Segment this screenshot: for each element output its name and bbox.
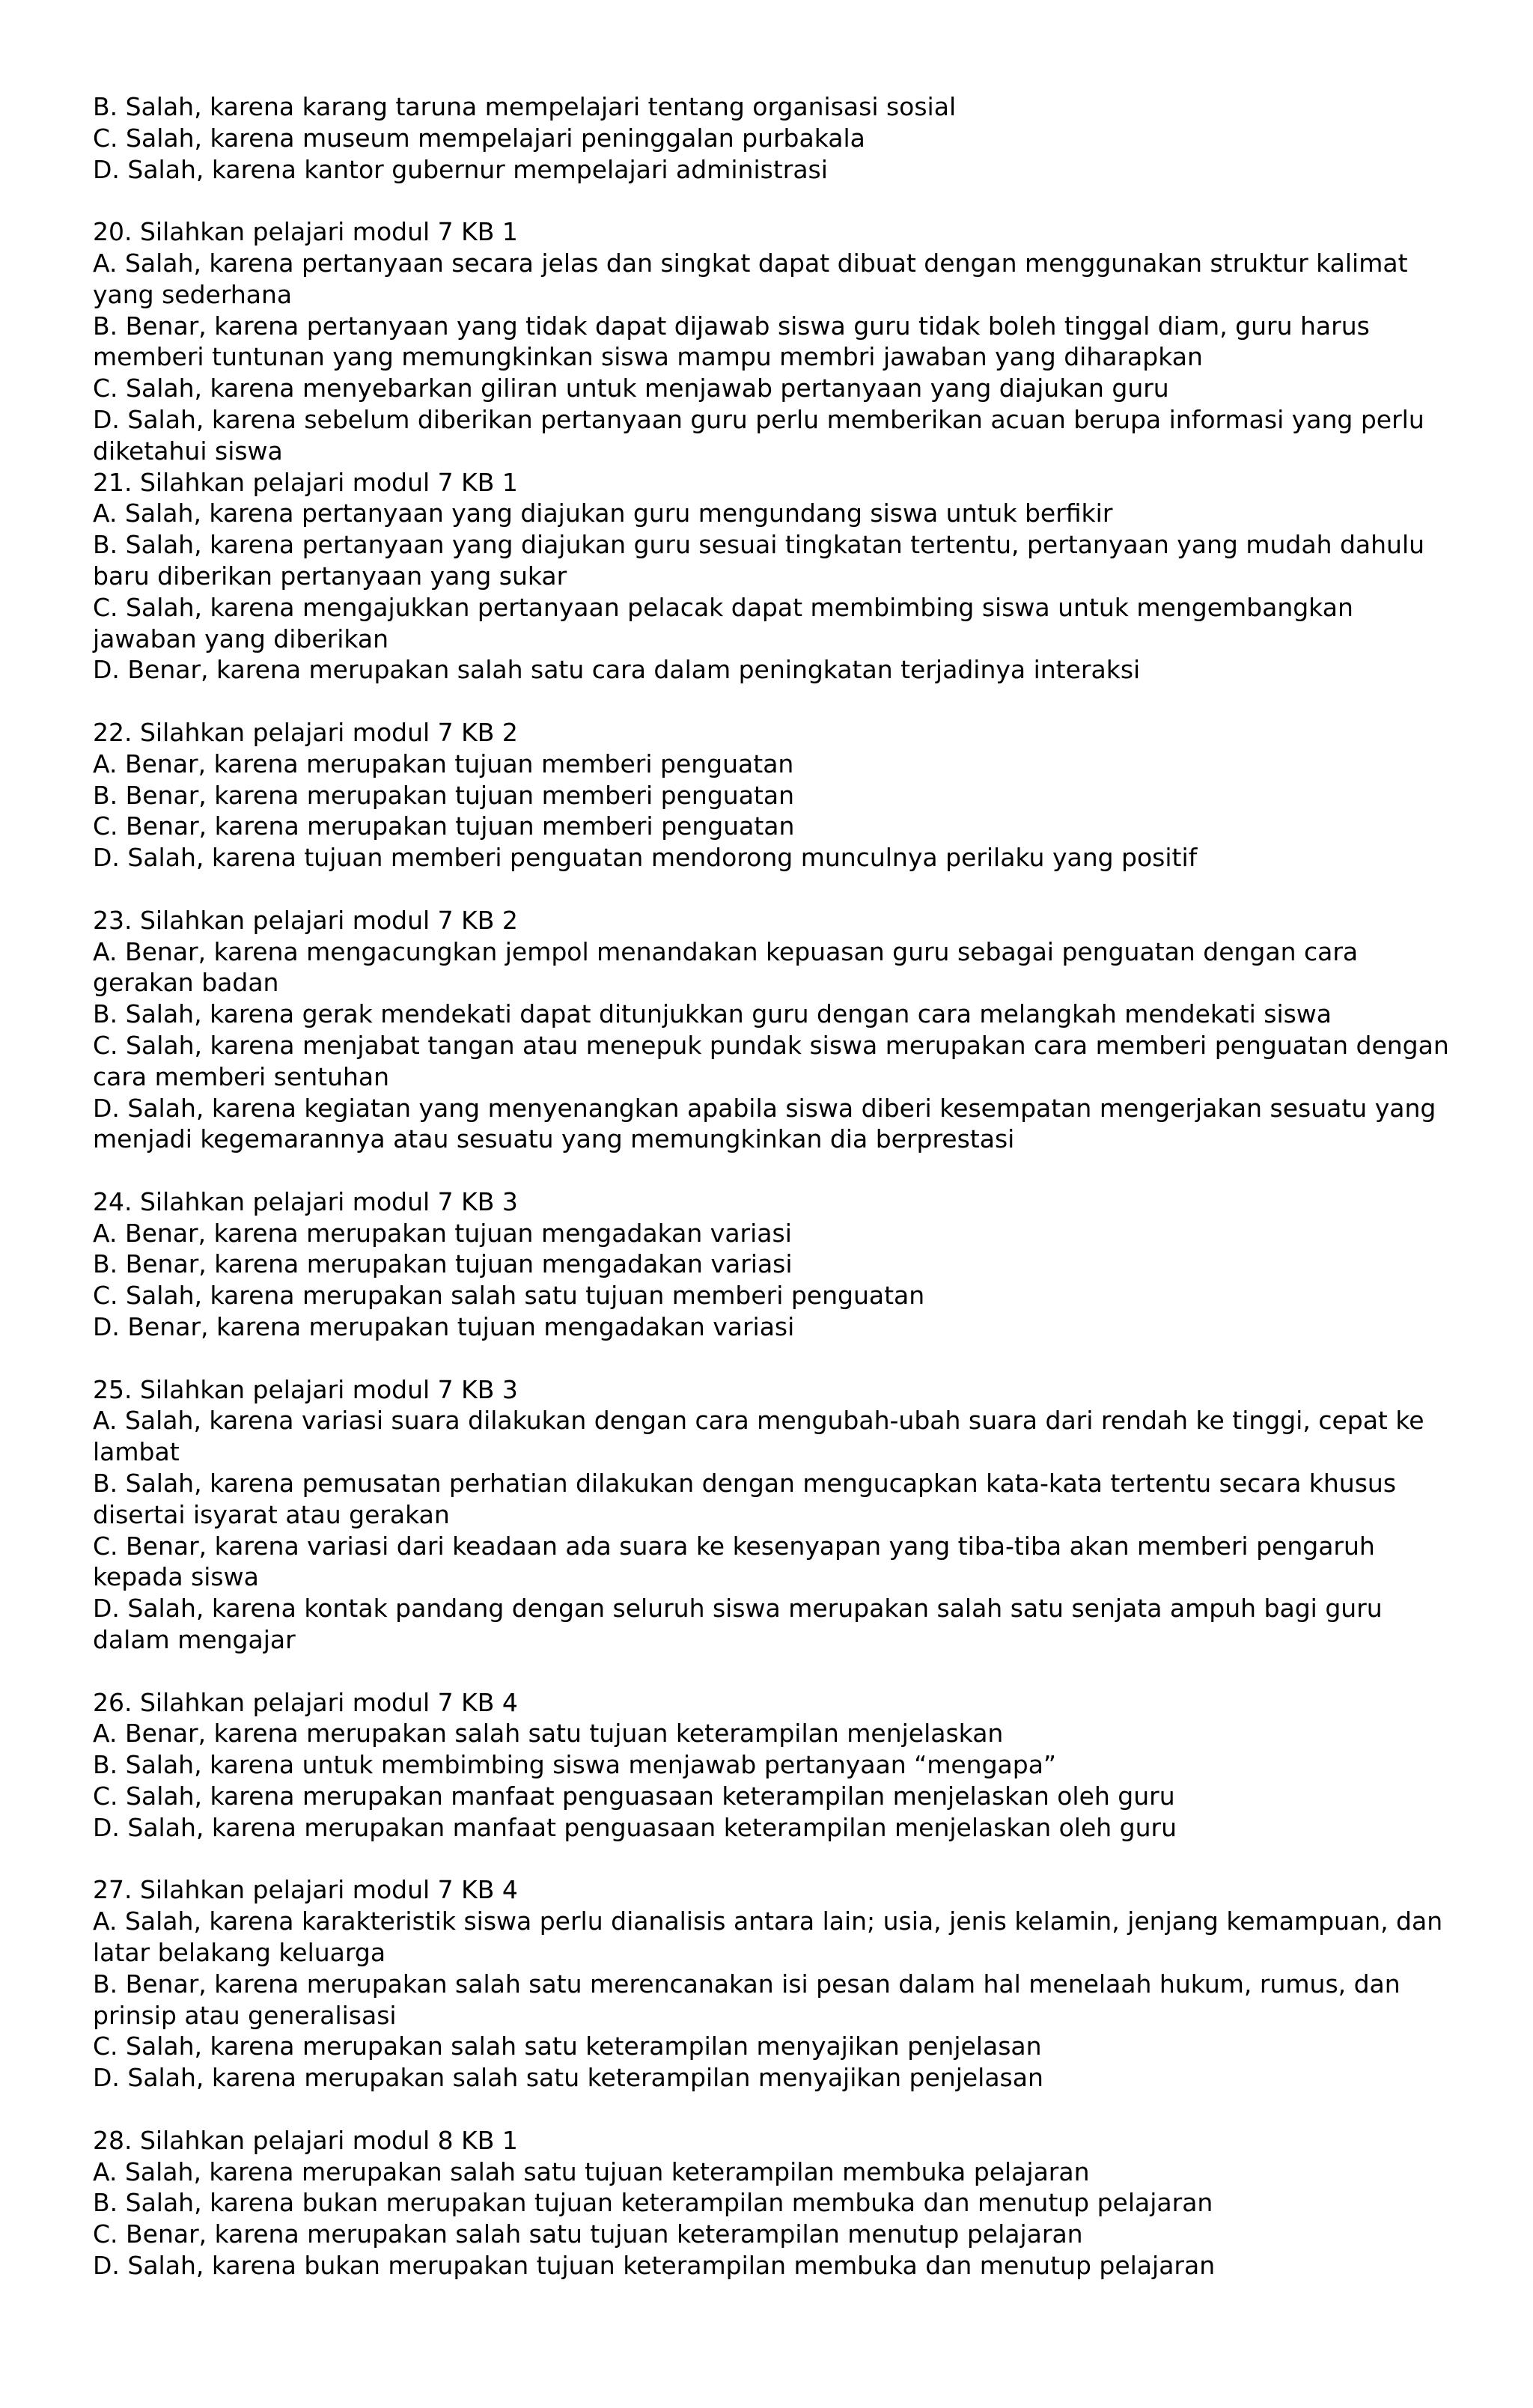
answer-block-q26	[93, 1687, 1455, 1844]
question-heading: 24. Silahkan pelajari modul 7 KB 3	[93, 1186, 518, 1216]
answer-line: B. Benar, karena merupakan salah satu merencanakan isi pesan dalam hal menelaah hukum, rumus, dan prinsip atau generalisasi	[93, 1969, 1401, 2030]
answer-line: B. Salah, karena pertanyaan yang diajukan guru sesuai tingkatan tertentu, pertanyaan yang mudah dahulu baru diberikan pertanyaan yang sukar	[93, 530, 1425, 591]
answer-line: C. Salah, karena museum mempelajari peninggalan purbakala	[93, 123, 865, 153]
answer-line: B. Salah, karena untuk membimbing siswa menjawab pertanyaan “mengapa”	[93, 1750, 1057, 1780]
answer-block-q28	[93, 2125, 1455, 2281]
answer-block-q19-tail	[93, 91, 1455, 185]
answer-line: D. Salah, karena merupakan manfaat penguasaan keterampilan menjelaskan oleh guru	[93, 1812, 1177, 1842]
question-heading: 21. Silahkan pelajari modul 7 KB 1	[93, 467, 518, 497]
answer-block-q23	[93, 905, 1455, 1155]
question-heading: 28. Silahkan pelajari modul 8 KB 1	[93, 2125, 518, 2155]
answer-line: B. Benar, karena merupakan tujuan memberi penguatan	[93, 780, 794, 810]
answer-line: A. Benar, karena mengacungkan jempol menandakan kepuasan guru sebagai penguatan dengan cara gerakan badan	[93, 936, 1359, 998]
answer-line: D. Benar, karena merupakan salah satu cara dalam peningkatan terjadinya interaksi	[93, 655, 1141, 685]
question-heading: 26. Silahkan pelajari modul 7 KB 4	[93, 1687, 518, 1717]
answer-line: D. Benar, karena merupakan tujuan mengadakan variasi	[93, 1312, 795, 1342]
answer-line: B. Salah, karena pemusatan perhatian dilakukan dengan mengucapkan kata-kata tertentu secara khusus disertai isyarat atau gerakan	[93, 1469, 1397, 1529]
answer-line: C. Salah, karena merupakan salah satu keterampilan menyajikan penjelasan	[93, 2031, 1042, 2061]
answer-line: C. Salah, karena merupakan salah satu tujuan memberi penguatan	[93, 1281, 925, 1311]
answer-line: D. Salah, karena kegiatan yang menyenangkan apabila siswa diberi kesempatan mengerjakan sesuatu yang menjadi kegemarannya atau sesuatu yang memungkinkan dia berprestasi	[93, 1093, 1436, 1154]
answer-block-q27	[93, 1874, 1455, 2094]
answer-line: C. Benar, karena variasi dari keadaan ada suara ke kesenyapan yang tiba-tiba akan memberi pengaruh kepada siswa	[93, 1531, 1375, 1592]
answer-line: C. Salah, karena menjabat tangan atau menepuk pundak siswa merupakan cara memberi penguatan dengan cara memberi sentuhan	[93, 1030, 1449, 1091]
answer-line: B. Benar, karena merupakan tujuan mengadakan variasi	[93, 1249, 793, 1279]
question-heading: 20. Silahkan pelajari modul 7 KB 1	[93, 217, 518, 247]
answer-line: D. Salah, karena sebelum diberikan pertanyaan guru perlu memberikan acuan berupa informasi yang perlu diketahui siswa	[93, 404, 1424, 466]
answer-block-q24	[93, 1186, 1455, 1343]
question-heading: 27. Silahkan pelajari modul 7 KB 4	[93, 1875, 518, 1905]
answer-line: A. Salah, karena merupakan salah satu tujuan keterampilan membuka pelajaran	[93, 2156, 1090, 2186]
answer-line: D. Salah, karena tujuan memberi penguatan mendorong munculnya perilaku yang positif	[93, 843, 1198, 873]
answer-line: A. Salah, karena variasi suara dilakukan dengan cara mengubah-ubah suara dari rendah ke tinggi, cepat ke lambat	[93, 1406, 1424, 1467]
answer-line: A. Benar, karena merupakan tujuan mengadakan variasi	[93, 1218, 792, 1248]
question-heading: 22. Silahkan pelajari modul 7 KB 2	[93, 717, 518, 747]
answer-line: C. Salah, karena mengajukkan pertanyaan pelacak dapat membimbing siswa untuk mengembangkan jawaban yang diberikan	[93, 592, 1353, 653]
answer-line: A. Benar, karena merupakan salah satu tujuan keterampilan menjelaskan	[93, 1719, 1004, 1749]
answer-line: B. Benar, karena pertanyaan yang tidak dapat dijawab siswa guru tidak boleh tinggal diam, guru harus memberi tuntunan yang memungkinkan siswa mampu membri jawaban yang diharapkan	[93, 311, 1370, 372]
answer-line: D. Salah, karena kantor gubernur mempelajari administrasi	[93, 154, 828, 184]
answer-line: B. Salah, karena gerak mendekati dapat ditunjukkan guru dengan cara melangkah mendekati siswa	[93, 999, 1332, 1029]
answer-line: B. Salah, karena bukan merupakan tujuan keterampilan membuka dan menutup pelajaran	[93, 2188, 1213, 2218]
answer-line: A. Salah, karena pertanyaan yang diajukan guru mengundang siswa untuk berfikir	[93, 499, 1113, 528]
answer-line: D. Salah, karena kontak pandang dengan seluruh siswa merupakan salah satu senjata ampuh bagi guru dalam mengajar	[93, 1594, 1383, 1655]
answer-line: B. Salah, karena karang taruna mempelajari tentang organisasi sosial	[93, 92, 957, 121]
answer-block-q25	[93, 1374, 1455, 1656]
answer-line: C. Salah, karena menyebarkan giliran untuk menjawab pertanyaan yang diajukan guru	[93, 374, 1169, 403]
answer-line: C. Benar, karena merupakan salah satu tujuan keterampilan menutup pelajaran	[93, 2219, 1083, 2249]
answer-block-q21	[93, 467, 1455, 686]
answer-line: A. Salah, karena karakteristik siswa perlu dianalisis antara lain; usia, jenis kelamin, jenjang kemampuan, dan latar belakang keluarga	[93, 1906, 1443, 1968]
answer-line: A. Benar, karena merupakan tujuan memberi penguatan	[93, 749, 794, 778]
question-heading: 25. Silahkan pelajari modul 7 KB 3	[93, 1374, 518, 1404]
answer-line: D. Salah, karena bukan merupakan tujuan keterampilan membuka dan menutup pelajaran	[93, 2250, 1216, 2280]
answer-block-q22	[93, 717, 1455, 874]
answer-line: C. Salah, karena merupakan manfaat penguasaan keterampilan menjelaskan oleh guru	[93, 1781, 1175, 1811]
answer-line: C. Benar, karena merupakan tujuan memberi penguatan	[93, 811, 795, 841]
answer-block-q20	[93, 216, 1455, 466]
answer-line: D. Salah, karena merupakan salah satu keterampilan menyajikan penjelasan	[93, 2063, 1043, 2093]
answer-key-text	[93, 91, 1455, 2281]
question-heading: 23. Silahkan pelajari modul 7 KB 2	[93, 905, 518, 935]
answer-line: A. Salah, karena pertanyaan secara jelas dan singkat dapat dibuat dengan menggunakan struktur kalimat yang sederhana	[93, 248, 1408, 309]
